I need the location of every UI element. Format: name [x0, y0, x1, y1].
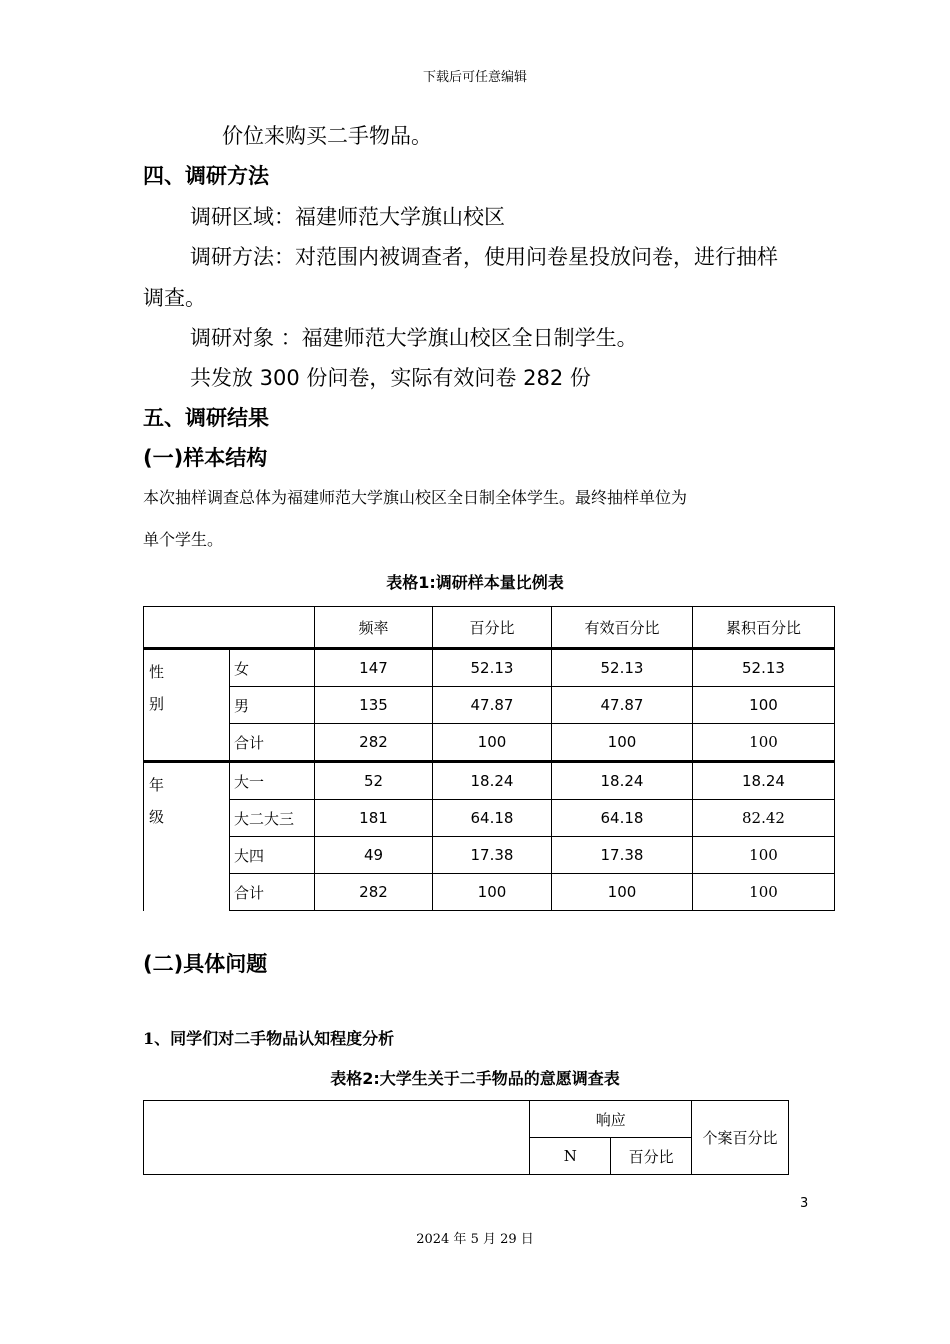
column-header: 响应	[530, 1101, 692, 1138]
table-cell: 100	[693, 687, 835, 724]
group-label-gender: 性 别	[144, 649, 230, 762]
table-cell: 100	[693, 874, 835, 911]
text-line: 调研方法：对范围内被调查者，使用问卷星投放问卷，进行抽样	[190, 245, 778, 269]
column-header: 累积百分比	[693, 607, 835, 649]
table-cell: 82.42	[693, 800, 835, 837]
table-cell: 17.38	[552, 837, 693, 874]
table-cell: 52	[315, 762, 433, 800]
question-heading: 1、同学们对二手物品认知程度分析	[143, 1029, 395, 1048]
column-header: 有效百分比	[552, 607, 693, 649]
column-header: 百分比	[433, 607, 552, 649]
table-cell: 47.87	[552, 687, 693, 724]
table-cell: 47.87	[433, 687, 552, 724]
table-cell: 17.38	[433, 837, 552, 874]
table-caption: 表格2:大学生关于二手物品的意愿调查表	[330, 1069, 620, 1088]
paragraph-line: 单个学生。	[143, 530, 224, 549]
row-label: 合计	[230, 874, 315, 911]
page-number: 3	[800, 1196, 809, 1211]
table-cell: 52.13	[433, 649, 552, 687]
row-label: 合计	[230, 724, 315, 762]
text-line: 价位来购买二手物品。	[222, 124, 432, 148]
page-date: 2024 年 5 月 29 日	[416, 1232, 534, 1247]
table-cell: 49	[315, 837, 433, 874]
table-cell: 64.18	[433, 800, 552, 837]
table-cell: 18.24	[552, 762, 693, 800]
section-heading: 四、调研方法	[143, 164, 269, 188]
text-line: 调查。	[143, 286, 206, 310]
table-cell: 282	[315, 874, 433, 911]
table-cell: 52.13	[552, 649, 693, 687]
table-cell: 100	[693, 724, 835, 762]
table-caption: 表格1:调研样本量比例表	[386, 573, 564, 592]
table-cell: 181	[315, 800, 433, 837]
table-corner	[144, 607, 315, 649]
column-header: 频率	[315, 607, 433, 649]
text-line: 调研区域：福建师范大学旗山校区	[190, 205, 505, 229]
table-cell: 135	[315, 687, 433, 724]
column-header: 个案百分比	[692, 1101, 789, 1175]
paragraph-line: 本次抽样调查总体为福建师范大学旗山校区全日制全体学生。最终抽样单位为	[143, 488, 688, 507]
table-cell: 100	[433, 724, 552, 762]
row-label: 大四	[230, 837, 315, 874]
table-cell: 64.18	[552, 800, 693, 837]
subsection-heading: (一)样本结构	[143, 446, 268, 470]
group-label-grade: 年 级	[144, 762, 230, 911]
row-label: 女	[230, 649, 315, 687]
table-cell: 100	[433, 874, 552, 911]
table-corner	[144, 1101, 530, 1175]
table-cell: 100	[693, 837, 835, 874]
table-cell: 147	[315, 649, 433, 687]
table-cell: 100	[552, 724, 693, 762]
subsection-heading: (二)具体问题	[143, 952, 268, 976]
table-cell: 100	[552, 874, 693, 911]
section-heading: 五、调研结果	[143, 406, 269, 430]
column-header: N	[530, 1138, 611, 1175]
table-cell: 18.24	[693, 762, 835, 800]
table-cell: 52.13	[693, 649, 835, 687]
sample-table	[143, 606, 835, 911]
table-cell: 282	[315, 724, 433, 762]
text-line: 共发放 300 份问卷，实际有效问卷 282 份	[190, 366, 591, 390]
row-label: 大一	[230, 762, 315, 800]
willingness-table	[143, 1100, 789, 1175]
column-header: 百分比	[611, 1138, 692, 1175]
row-label: 大二大三	[230, 800, 315, 837]
text-line: 调研对象 ：福建师范大学旗山校区全日制学生。	[190, 326, 638, 350]
page-header: 下载后可任意编辑	[422, 70, 527, 85]
row-label: 男	[230, 687, 315, 724]
table-cell: 18.24	[433, 762, 552, 800]
